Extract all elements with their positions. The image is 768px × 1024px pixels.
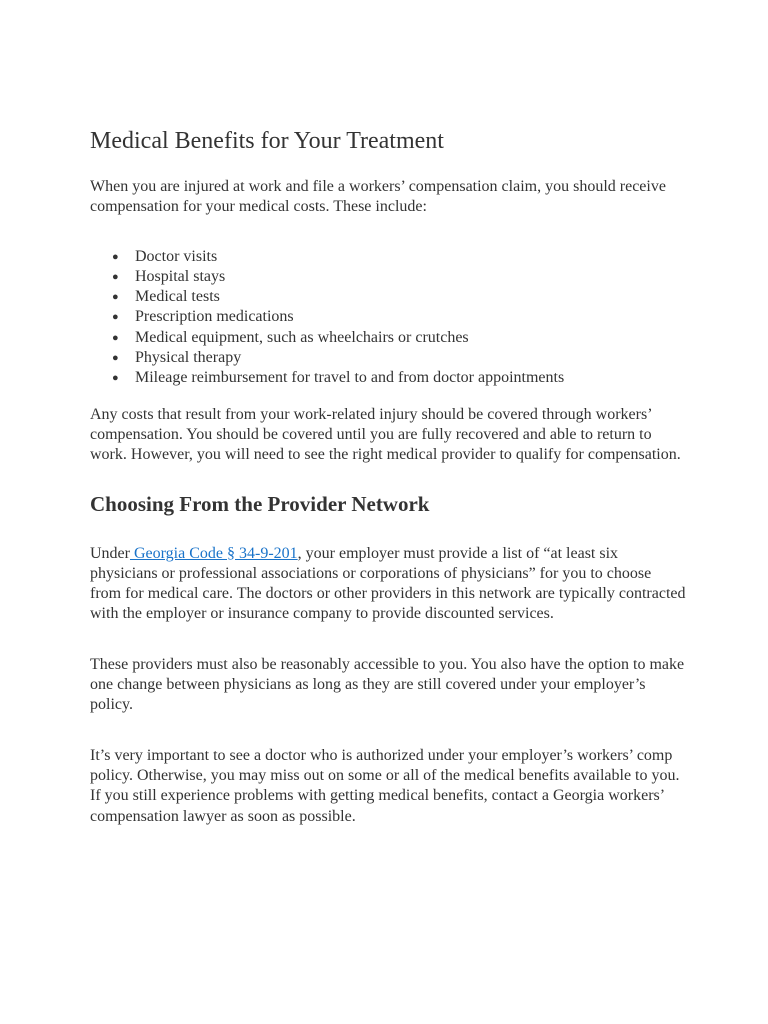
list-item: ● Medical tests — [135, 287, 686, 307]
paragraph-suffix: , your employer must provide a list of “at least six physicians or professional associations or corporations of physicians” for you to choose from for medical care. The doctors or other providers in this network are typically contracted with the employer or insurance company to provide discounted services. — [90, 544, 686, 623]
important-paragraph: It’s very important to see a doctor who is authorized under your employer’s workers’ comp policy. Otherwise, you may miss out on some or all of the medical benefits available to you. If you still experience problems with getting medical benefits, contact a Georgia workers’ compensation lawyer as soon as possible. — [90, 746, 680, 825]
list-item: ● Mileage reimbursement for travel to and from doctor appointments — [135, 368, 686, 388]
paragraph-prefix: Under — [90, 544, 130, 562]
georgia-code-link[interactable]: Georgia Code § 34-9-201 — [129, 544, 298, 562]
provider-list-paragraph — [90, 544, 686, 625]
list-item: ● Physical therapy — [135, 348, 686, 368]
access-paragraph: These providers must also be reasonably accessible to you. You also have the option to make one change between physicians as long as they are still covered under your employer’s policy. — [90, 655, 685, 714]
list-item: ● Prescription medications — [135, 307, 686, 327]
bullet-icon: ● — [112, 372, 119, 385]
bullet-icon: ● — [112, 291, 119, 304]
list-item: ● Hospital stays — [135, 267, 686, 287]
bullet-icon: ● — [112, 250, 119, 263]
document-page — [90, 125, 686, 827]
bullet-icon: ● — [112, 270, 119, 283]
list-item: ● Doctor visits — [135, 247, 686, 267]
bullet-icon: ● — [112, 311, 119, 324]
bullet-icon: ● — [112, 331, 119, 344]
list-item: ● Medical equipment, such as wheelchairs or crutches — [135, 328, 686, 348]
article-title: Medical Benefits for Your Treatment — [90, 128, 444, 154]
costs-paragraph: Any costs that result from your work-related injury should be covered through workers’ compensation. You should be covered until you are fully recovered and able to return to work. However, you will need to see the right medical provider to qualify for compensation. — [90, 405, 681, 464]
section-heading: Choosing From the Provider Network — [90, 491, 430, 516]
benefits-list — [90, 247, 686, 389]
intro-paragraph: When you are injured at work and file a workers’ compensation claim, you should receive compensation for your medical costs. These include: — [90, 178, 666, 216]
bullet-icon: ● — [112, 352, 119, 365]
